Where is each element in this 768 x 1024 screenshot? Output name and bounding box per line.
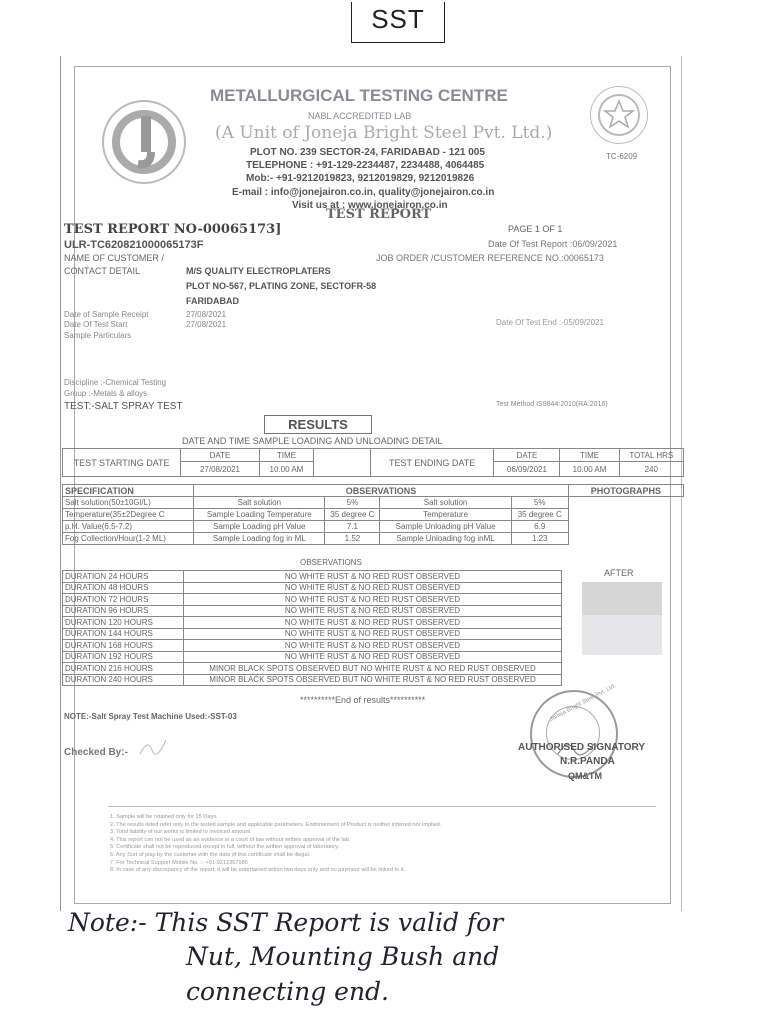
- handwritten-note-line-1: Note:- This SST Report is valid for: [68, 908, 504, 937]
- accreditation: NABL ACCREDITED LAB: [308, 111, 412, 121]
- spec-cell: Salt solution(50±10Gl/L): [63, 497, 194, 509]
- duration-table: [62, 570, 562, 686]
- discipline: Discipline :-Chemical Testing: [64, 378, 167, 387]
- obs-value: 35 degree C: [325, 509, 380, 521]
- end-date: 06/09/2021: [494, 462, 560, 477]
- spec-cell: p.H. Value(6.5-7.2): [63, 521, 194, 533]
- page-number: PAGE 1 OF 1: [508, 224, 563, 234]
- duration-result: MINOR BLACK SPOTS OBSERVED BUT NO WHITE RUST & NO RED RUST OBSERVED: [184, 663, 562, 675]
- handwritten-note-line-2: Nut, Mounting Bush and: [186, 942, 500, 971]
- obs-value: 5%: [511, 497, 568, 509]
- duration-result: NO WHITE RUST & NO RED RUST OBSERVED: [184, 605, 562, 617]
- term-item: 6. Any Sort of play by the customer with the data of this certificate shall be illegal.: [110, 851, 311, 858]
- test-start-date: 27/08/2021: [186, 320, 227, 329]
- results-subtitle: DATE AND TIME SAMPLE LOADING AND UNLOADING DETAIL: [182, 436, 443, 446]
- after-photo-bottom: [582, 615, 662, 655]
- total-hrs: 240: [619, 462, 683, 477]
- duration-result: NO WHITE RUST & NO RED RUST OBSERVED: [184, 628, 562, 640]
- website: Visit us at : www.jonejairon.co.in: [292, 200, 448, 211]
- after-label: AFTER: [604, 568, 634, 578]
- email: E-mail : info@jonejairon.co.in, quality@jonejairon.co.in: [232, 187, 495, 198]
- duration-label: DURATION 168 HOURS: [63, 640, 184, 652]
- test-start-label: Date Of Test Start: [64, 320, 128, 329]
- obs-value: 35 degree C: [511, 509, 568, 521]
- sample-receipt-label: Date of Sample Receipt: [64, 310, 149, 319]
- checker-signature-icon: [138, 734, 168, 760]
- term-item: 7. For Technical Support Mobile No. :- +91-9212357985: [110, 859, 248, 866]
- obs-value: 1.23: [511, 533, 568, 545]
- obs-value: 1.52: [325, 533, 380, 545]
- results-title: RESULTS: [264, 415, 372, 434]
- obs-label: Sample Loading Temperature: [194, 509, 325, 521]
- term-item: 4. This report can not be used as an evidence in a court of law without written approval of the lab.: [110, 836, 351, 843]
- mobile: Mob:- +91-9212019823, 9212019829, 9212019826: [246, 173, 475, 184]
- duration-result: NO WHITE RUST & NO RED RUST OBSERVED: [184, 640, 562, 652]
- terms-list: [110, 814, 655, 875]
- term-item: 5. Certificate shall not be reproduced except in full, without the written approval of laboratory.: [110, 844, 340, 851]
- test-name: TEST:-SALT SPRAY TEST: [64, 401, 183, 412]
- end-label: TEST ENDING DATE: [370, 449, 494, 477]
- sample-receipt-date: 27/08/2021: [186, 310, 227, 319]
- customer-label: NAME OF CUSTOMER /: [64, 253, 164, 263]
- duration-label: DURATION 48 HOURS: [63, 582, 184, 594]
- observations-subheader: OBSERVATIONS: [300, 558, 362, 567]
- obs-label: Salt solution: [380, 497, 511, 509]
- duration-result: NO WHITE RUST & NO RED RUST OBSERVED: [184, 651, 562, 663]
- obs-label: Sample Loading fog in ML: [194, 533, 325, 545]
- after-photo-top: [582, 582, 662, 615]
- spec-cell: Temperature(35±2Degree C: [63, 509, 194, 521]
- address: PLOT NO. 239 SECTOR-24, FARIDABAD - 121 005: [250, 147, 485, 158]
- sample-particulars: Sample Particulars: [64, 331, 132, 340]
- term-item: 3. Total liability of our works is limited to invoiced amount.: [110, 829, 252, 836]
- duration-result: MINOR BLACK SPOTS OBSERVED BUT NO WHITE RUST & NO RED RUST OBSERVED: [184, 674, 562, 686]
- time-header: TIME: [259, 449, 313, 462]
- photo-area: [568, 497, 683, 545]
- signatory-name: N.R.PANDA: [560, 756, 615, 767]
- checked-by-label: Checked By:-: [64, 747, 128, 758]
- report-date: Date Of Test Report :06/09/2021: [488, 239, 618, 249]
- start-label: TEST STARTING DATE: [63, 449, 181, 477]
- duration-result: NO WHITE RUST & NO RED RUST OBSERVED: [184, 582, 562, 594]
- term-item: 8. In case of any discrepancy of the report, it will be entertained within two days only and no payment will be linked to it.: [110, 867, 406, 874]
- logo-icon: [104, 102, 184, 182]
- obs-label: Temperature: [380, 509, 511, 521]
- duration-label: DURATION 192 HOURS: [63, 651, 184, 663]
- signatory-title: AUTHORISED SIGNATORY: [518, 742, 646, 753]
- start-date: 27/08/2021: [181, 462, 260, 477]
- customer-name: M/S QUALITY ELECTROPLATERS: [186, 266, 331, 276]
- tc-number: TC-6209: [606, 152, 638, 161]
- obs-label: Sample Loading pH Value: [194, 521, 325, 533]
- obs-value: 7.1: [325, 521, 380, 533]
- job-order: JOB ORDER /CUSTOMER REFERENCE NO.:00065173: [376, 253, 604, 263]
- telephone: TELEPHONE : +91-129-2234487, 2234488, 4064485: [246, 160, 485, 171]
- duration-label: DURATION 72 HOURS: [63, 594, 184, 606]
- obs-label: Sample Unloading pH Value: [380, 521, 511, 533]
- term-item: 1. Sample will be retained only for 15 Days.: [110, 814, 218, 820]
- end-time: 10.00 AM: [560, 462, 619, 477]
- contact-label: CONTACT DETAIL: [64, 266, 141, 276]
- duration-result: NO WHITE RUST & NO RED RUST OBSERVED: [184, 617, 562, 629]
- duration-label: DURATION 120 HOURS: [63, 617, 184, 629]
- obs-label: Sample Unloading fog inML: [380, 533, 511, 545]
- end-of-results: **********End of results**********: [300, 695, 426, 705]
- unit-name: (A Unit of Joneja Bright Steel Pvt. Ltd.): [215, 123, 553, 143]
- time-header-2: TIME: [560, 449, 619, 462]
- term-item: 2. The results listed refer only to the tested sample and applicable parameters. Endorsement of Product is neither inferred nor implied.: [110, 821, 442, 828]
- duration-label: DURATION 96 HOURS: [63, 605, 184, 617]
- accreditation-seal-icon: [590, 86, 648, 144]
- sst-label: SST: [351, 2, 445, 43]
- date-header-2: DATE: [494, 449, 560, 462]
- duration-label: DURATION 216 HOURS: [63, 663, 184, 675]
- duration-result: NO WHITE RUST & NO RED RUST OBSERVED: [184, 594, 562, 606]
- spec-table: [62, 484, 684, 545]
- spec-cell: Fog Collection/Hour(1-2 ML): [63, 533, 194, 545]
- duration-result: NO WHITE RUST & NO RED RUST OBSERVED: [184, 571, 562, 583]
- signatory-role: QM&TM: [568, 771, 602, 781]
- terms-divider: [108, 806, 656, 807]
- lab-name: METALLURGICAL TESTING CENTRE: [210, 86, 508, 105]
- duration-label: DURATION 240 HOURS: [63, 674, 184, 686]
- start-time: 10.00 AM: [259, 462, 313, 477]
- duration-label: DURATION 144 HOURS: [63, 628, 184, 640]
- total-hrs-header: TOTAL HRS: [619, 449, 683, 462]
- observations-header: OBSERVATIONS: [194, 485, 569, 497]
- spacer-cell: [314, 449, 371, 477]
- obs-label: Salt solution: [194, 497, 325, 509]
- spec-header: SPECIFICATION: [63, 485, 194, 497]
- duration-label: DURATION 24 HOURS: [63, 571, 184, 583]
- customer-address-1: PLOT NO-567, PLATING ZONE, SECTOFR-58: [186, 281, 377, 291]
- customer-address-2: FARIDABAD: [186, 296, 239, 306]
- doc-title: TEST REPORT: [326, 207, 432, 222]
- obs-value: 5%: [325, 497, 380, 509]
- test-method: Test Method IS9844:2010(RA:2016): [496, 401, 608, 408]
- photographs-header: PHOTOGRAPHS: [568, 485, 683, 497]
- group: Group :-Metals & alloys: [64, 389, 148, 398]
- stamp-text: Joneja Bright Steel Pvt. Ltd.: [548, 682, 618, 724]
- test-end-date: Date Of Test End :-05/09/2021: [496, 318, 604, 327]
- handwritten-note-line-3: connecting end.: [186, 977, 389, 1006]
- report-number: TEST REPORT NO-00065173]: [64, 222, 282, 237]
- loading-table: [62, 448, 684, 477]
- ulr-number: ULR-TC620821000065173F: [64, 239, 204, 251]
- company-logo: [102, 100, 186, 184]
- date-header: DATE: [181, 449, 260, 462]
- obs-value: 6.9: [511, 521, 568, 533]
- machine-note: NOTE:-Salt Spray Test Machine Used:-SST-03: [64, 712, 237, 721]
